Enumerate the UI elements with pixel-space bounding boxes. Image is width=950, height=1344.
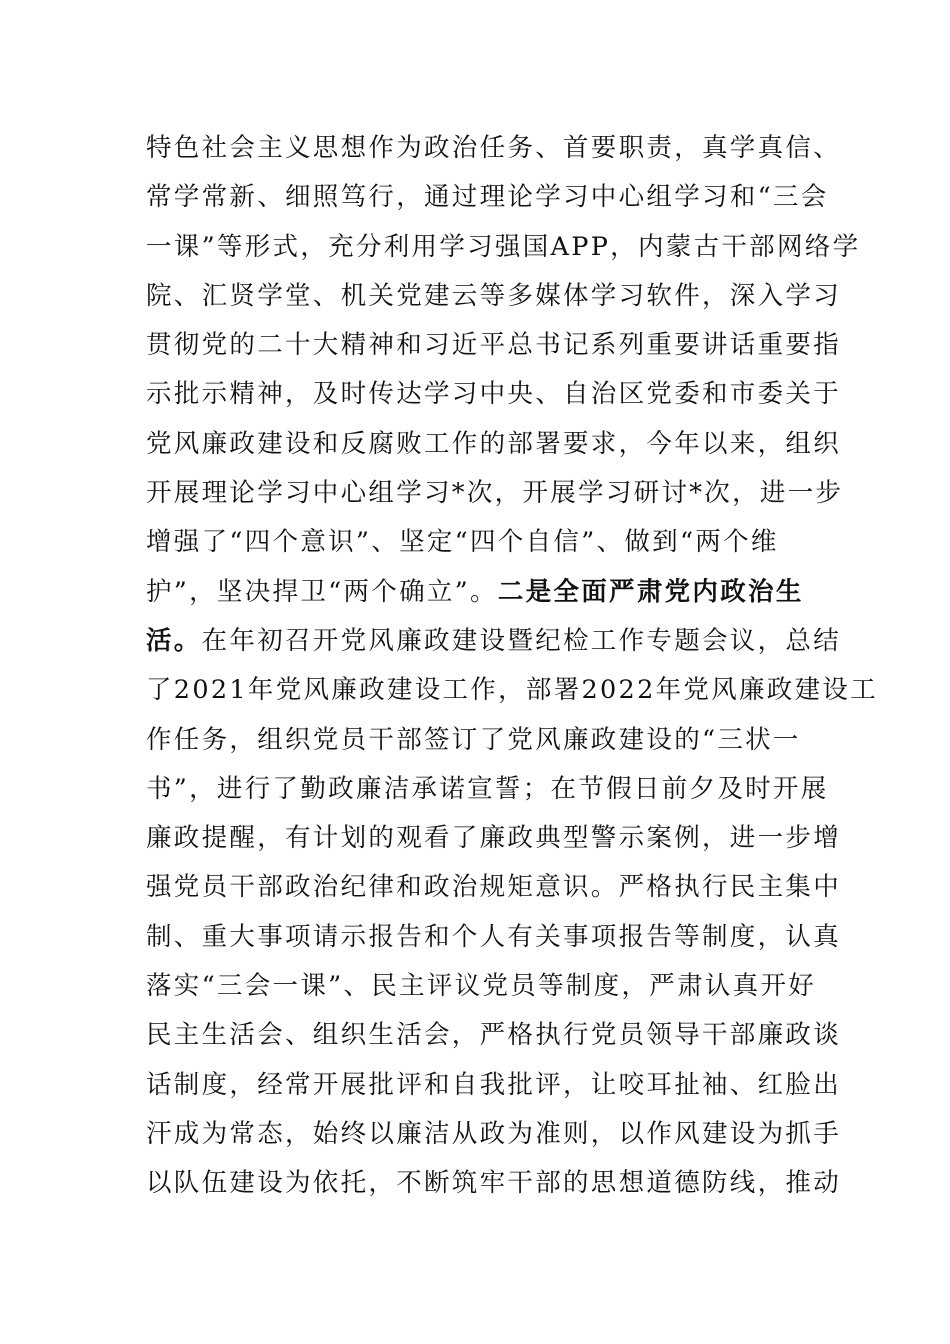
body-text-segment: 话制度，经常开展批评和自我批评，让咬耳扯袖、红脸出 bbox=[146, 1069, 842, 1100]
body-text-segment: 廉政提醒，有计划的观看了廉政典型警示案例，进一步增 bbox=[146, 823, 842, 854]
body-text-segment: 党风廉政建设和反腐败工作的部署要求，今年以来，组织 bbox=[146, 428, 842, 459]
text-line bbox=[146, 173, 829, 222]
body-text-segment: 落实“三会一课”、民主评议党员等制度，严肃认真开好 bbox=[146, 971, 817, 1002]
body-text-segment: 开展理论学习中心组学习*次，开展学习研讨*次，进一步 bbox=[146, 478, 844, 509]
text-line bbox=[146, 420, 842, 469]
bold-heading-text: 二是全面严肃党内政治生 bbox=[497, 576, 804, 607]
body-text-segment: 护”，坚决捍卫“两个确立”。 bbox=[146, 576, 498, 607]
body-text-segment: 制、重大事项请示报告和个人有关事项报告等制度，认真 bbox=[146, 921, 842, 952]
text-line bbox=[146, 962, 826, 1011]
body-text-segment: 常学常新、细照笃行，通过理论学习中心组学习和“三会 bbox=[146, 182, 829, 213]
body-text-segment: 示批示精神，及时传达学习中央、自治区党委和市委关于 bbox=[146, 379, 842, 410]
text-line bbox=[146, 321, 842, 370]
text-line bbox=[146, 1061, 842, 1110]
text-line bbox=[146, 272, 842, 321]
text-line bbox=[146, 666, 878, 715]
text-line bbox=[146, 1159, 842, 1208]
text-line bbox=[146, 568, 826, 617]
text-line bbox=[146, 518, 826, 567]
body-text-segment: 汗成为常态，始终以廉洁从政为准则，以作风建设为抓手 bbox=[146, 1118, 842, 1149]
body-text-segment: 在年初召开党风廉政建设暨纪检工作专题会议，总结 bbox=[201, 625, 842, 656]
body-text-segment: 贯彻党的二十大精神和习近平总书记系列重要讲话重要指 bbox=[146, 330, 842, 361]
body-text-segment: 院、汇贤学堂、机关党建云等多媒体学习软件，深入学习 bbox=[146, 280, 842, 311]
body-text-segment: 特色社会主义思想作为政治任务、首要职责，真学真信、 bbox=[146, 133, 842, 163]
text-line bbox=[146, 716, 826, 765]
text-line bbox=[146, 863, 842, 912]
body-text-segment: 了2021年党风廉政建设工作，部署2022年党风廉政建设工 bbox=[146, 675, 878, 706]
body-paragraph bbox=[146, 124, 878, 1209]
bold-heading-text: 活。 bbox=[146, 625, 202, 656]
body-text-segment: 增强了“四个意识”、坚定“四个自信”、做到“两个维 bbox=[146, 527, 779, 558]
text-line bbox=[146, 223, 861, 272]
body-text-segment: 强党员干部政治纪律和政治规矩意识。严格执行民主集中 bbox=[146, 872, 842, 903]
text-line bbox=[146, 814, 842, 863]
text-line bbox=[146, 370, 842, 419]
body-text-segment: 以队伍建设为依托，不断筑牢干部的思想道德防线，推动 bbox=[146, 1168, 842, 1199]
text-line bbox=[146, 913, 842, 962]
text-line bbox=[146, 1011, 842, 1060]
text-line bbox=[146, 617, 842, 666]
body-text-segment: 民主生活会、组织生活会，严格执行党员领导干部廉政谈 bbox=[146, 1020, 842, 1051]
body-text-segment: 一课”等形式，充分利用学习强国APP，内蒙古干部网络学 bbox=[146, 231, 861, 262]
text-line bbox=[146, 765, 829, 814]
body-text-segment: 作任务，组织党员干部签订了党风廉政建设的“三状一 bbox=[146, 724, 801, 755]
text-line bbox=[146, 469, 844, 518]
text-line bbox=[146, 1110, 842, 1159]
body-text-segment: 书”，进行了勤政廉洁承诺宣誓；在节假日前夕及时开展 bbox=[146, 773, 829, 804]
text-line bbox=[146, 124, 842, 173]
